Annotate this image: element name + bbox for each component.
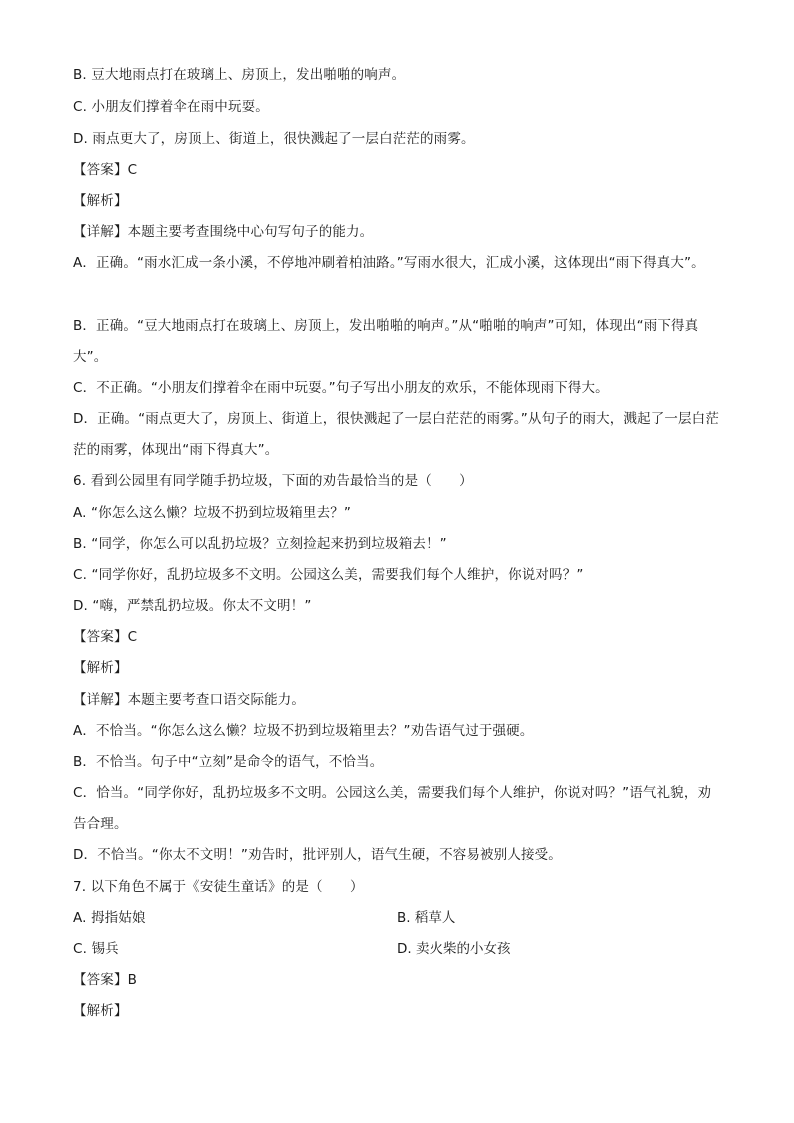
question-6-option-d: D. “嗨，严禁乱扔垃圾。你太不文明！” (73, 598, 312, 614)
question-7-option-b: B. 稻草人 (397, 910, 456, 926)
explanation-d: D．正确。“雨点更大了，房顶上、街道上，很快溅起了一层白茫茫的雨雾。”从句子的雨大，溅起了一层白茫茫的雨雾，体现出“雨下得真大”。 (73, 411, 719, 458)
analysis-label: 【解析】 (73, 1003, 128, 1019)
explanation-c: C．不正确。“小朋友们撑着伞在雨中玩耍。”句子写出小朋友的欢乐，不能体现雨下得大。 (73, 380, 609, 396)
explanation-b: B．不恰当。句子中“立刻”是命令的语气，不恰当。 (73, 754, 384, 770)
question-6: 6. 看到公园里有同学随手扔垃圾，下面的劝告最恰当的是（ ） (73, 473, 473, 489)
question-6-option-b: B. “同学，你怎么可以乱扔垃圾？立刻捡起来扔到垃圾箱去！” (73, 536, 447, 552)
question-6-option-c: C. “同学你好，乱扔垃圾多不文明。公园这么美，需要我们每个人维护，你说对吗？” (73, 567, 584, 583)
option-d-text: D. 雨点更大了，房顶上、街道上，很快溅起了一层白茫茫的雨雾。 (73, 131, 475, 147)
question-7-option-a: A. 拇指姑娘 (73, 910, 146, 926)
detail-text: 【详解】本题主要考查围绕中心句写句子的能力。 (73, 224, 374, 240)
explanation-a: A．不恰当。“你怎么这么懒？垃圾不扔到垃圾箱里去？”劝告语气过于强硬。 (73, 723, 534, 739)
explanation-c: C．恰当。“同学你好，乱扔垃圾多不文明。公园这么美，需要我们每个人维护，你说对吗？”语气礼貌，劝告合理。 (73, 785, 712, 832)
analysis-label: 【解析】 (73, 660, 128, 676)
option-b-text: B. 豆大地雨点打在玻璃上、房顶上，发出啪啪的响声。 (73, 67, 406, 83)
option-c-text: C. 小朋友们撑着伞在雨中玩耍。 (73, 99, 269, 115)
answer-label: 【答案】C (73, 629, 138, 645)
explanation-a: A．正确。“雨水汇成一条小溪，不停地冲刷着柏油路。”写雨水很大，汇成小溪，这体现出“雨下得真大”。 (73, 255, 705, 271)
analysis-label: 【解析】 (73, 193, 128, 209)
explanation-d: D．不恰当。“你太不文明！”劝告时，批评别人，语气生硬，不容易被别人接受。 (73, 847, 562, 863)
question-7-option-d: D. 卖火柴的小女孩 (397, 941, 511, 957)
question-7-option-c: C. 锡兵 (73, 941, 119, 957)
answer-label: 【答案】C (73, 162, 138, 178)
detail-text: 【详解】本题主要考查口语交际能力。 (73, 692, 306, 708)
question-6-option-a: A. “你怎么这么懒？垃圾不扔到垃圾箱里去？” (73, 505, 352, 521)
explanation-b: B．正确。“豆大地雨点打在玻璃上、房顶上，发出啪啪的响声。”从“啪啪的响声”可知，体现出“雨下得真大”。 (73, 318, 699, 365)
question-7: 7. 以下角色不属于《安徒生童话》的是（ ） (73, 879, 364, 895)
answer-label: 【答案】B (73, 972, 138, 988)
